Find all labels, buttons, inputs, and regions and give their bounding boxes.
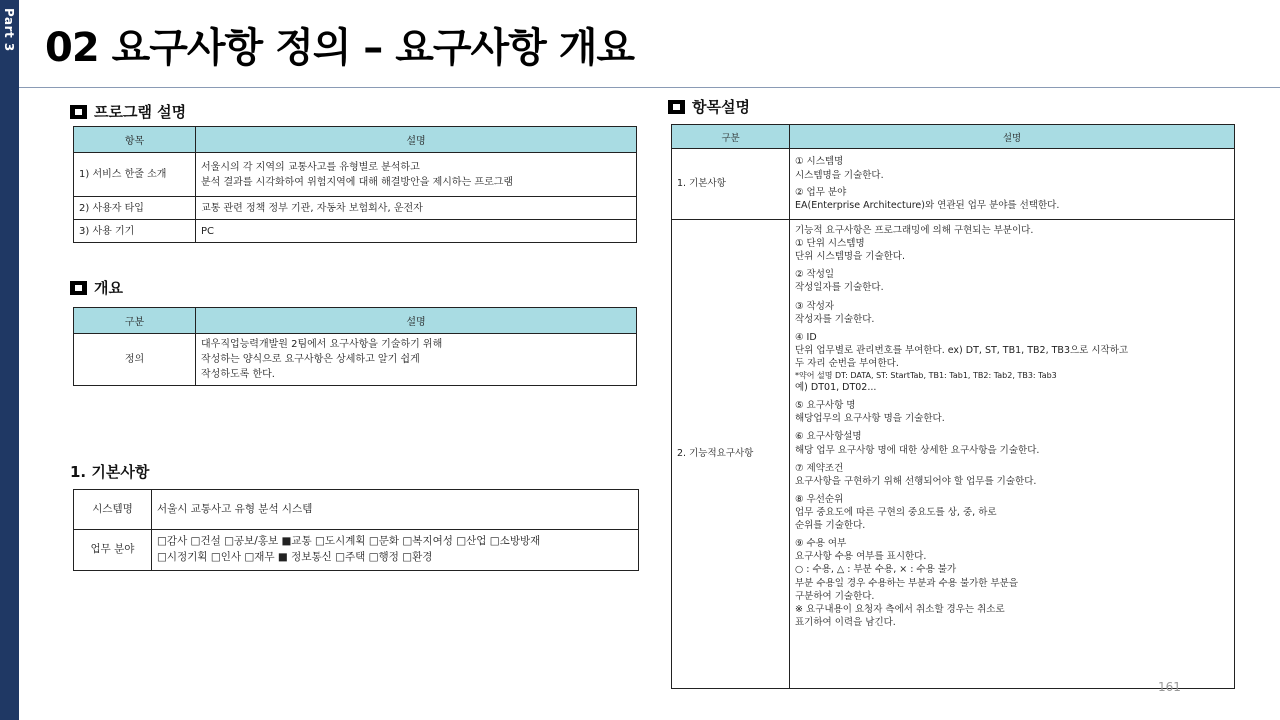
desc-line: 순위를 기술한다.	[795, 520, 866, 532]
item-cell: 1) 서비스 한줄 소개	[74, 153, 196, 197]
desc-line: ※ 요구내용이 요청자 측에서 취소할 경우는 취소로	[795, 603, 1005, 615]
desc-line: ⑦ 제약조건	[795, 462, 844, 474]
header-cell: 설명	[790, 125, 1235, 149]
table-row	[74, 530, 639, 571]
desc-line: ① 시스템명	[795, 155, 844, 167]
table-row	[74, 490, 639, 530]
desc-line: ② 업무 분야	[795, 186, 847, 198]
desc-cell: 교통 관련 정책 정부 기관, 자동차 보험회사, 운전자	[196, 197, 637, 220]
field-options-line: □감사 □건설 □공보/홍보 ■교통 □도시계획 □문화 □복지여성 □산업 □소방방재	[157, 535, 541, 548]
basic-table	[73, 489, 639, 571]
desc-line: 해당 업무 요구사항 명에 대한 상세한 요구사항을 기술한다.	[795, 444, 1040, 456]
table-row	[74, 334, 637, 386]
desc-line: ④ ID	[795, 331, 817, 343]
desc-line: 예) DT01, DT02...	[795, 382, 877, 394]
desc-line: ② 작성일	[795, 269, 835, 281]
header-cell: 구분	[74, 308, 196, 334]
item-cell: 정의	[74, 334, 196, 386]
desc-line: 분석 결과를 시각화하여 위험지역에 대해 해결방안을 제시하는 프로그램	[201, 176, 514, 188]
table-row	[74, 220, 637, 243]
table-header-row	[74, 127, 637, 153]
desc-line: 시스템명을 기술한다.	[795, 169, 884, 181]
desc-line: 작성하는 양식으로 요구사항은 상세하고 알기 쉽게	[201, 354, 420, 365]
desc-line: 구분하여 기술한다.	[795, 590, 875, 602]
desc-line: 요구사항 수용 여부를 표시한다.	[795, 551, 927, 563]
header-cell: 설명	[196, 127, 637, 153]
desc-cell	[196, 334, 637, 386]
overview-table	[73, 307, 637, 386]
items-section-heading	[668, 96, 750, 117]
desc-line: EA(Enterprise Architecture)와 연관된 업무 분야를 선택한다.	[795, 200, 1060, 212]
title-divider	[19, 87, 1280, 88]
desc-line: ⑥ 요구사항설명	[795, 431, 862, 443]
table-row	[672, 220, 1235, 689]
item-cell: 2. 기능적요구사항	[672, 220, 790, 689]
desc-line: 표기하여 이력을 남긴다.	[795, 616, 896, 628]
items-table	[671, 124, 1235, 689]
desc-line: 작성일자를 기술한다.	[795, 282, 884, 294]
header-cell: 설명	[196, 308, 637, 334]
overview-section-heading	[70, 277, 123, 298]
field-label-cell: 업무 분야	[74, 530, 152, 571]
table-header-row	[672, 125, 1235, 149]
desc-line: 두 자리 순번을 부여한다.	[795, 357, 899, 369]
desc-line: 기능적 요구사항은 프로그래밍에 의해 구현되는 부분이다.	[795, 225, 1034, 236]
desc-line: 단위 업무별로 관리번호를 부여한다. ex) DT, ST, TB1, TB2, TB3으로 시작하고	[795, 344, 1129, 356]
part-label: Part 3	[2, 8, 16, 52]
desc-line: 작성자를 기술한다.	[795, 313, 875, 325]
field-value-cell	[152, 530, 639, 571]
system-label-cell: 시스템명	[74, 490, 152, 530]
square-bullet-icon	[668, 100, 685, 114]
desc-line: 해당업무의 요구사항 명을 기술한다.	[795, 413, 945, 425]
desc-line: 작성하도록 한다.	[201, 369, 275, 380]
table-row	[74, 153, 637, 197]
page-title: 02 요구사항 정의 – 요구사항 개요	[45, 25, 634, 71]
table-header-row	[74, 308, 637, 334]
desc-cell: PC	[196, 220, 637, 243]
square-bullet-icon	[70, 105, 87, 119]
program-section-heading	[70, 101, 186, 122]
desc-cell	[790, 149, 1235, 220]
part-sidebar	[0, 0, 19, 720]
desc-line: *약어 설명 DT: DATA, ST: StartTab, TB1: Tab1, TB2: Tab2, TB3: Tab3	[795, 371, 1057, 381]
basic-section-heading: 1. 기본사항	[70, 463, 150, 481]
program-section-title: 프로그램 설명	[94, 103, 187, 121]
desc-line: 대우직업능력개발원 2팀에서 요구사항을 기술하기 위해	[201, 339, 443, 350]
desc-line: ⑧ 우선순위	[795, 493, 844, 505]
field-options-line: □시정기획 □인사 □재무 ■ 정보통신 □주택 □행정 □환경	[157, 551, 433, 563]
item-cell: 1. 기본사항	[672, 149, 790, 220]
desc-cell	[196, 153, 637, 197]
program-table	[73, 126, 637, 243]
desc-line: 서울시의 각 지역의 교통사고를 유형별로 분석하고	[201, 161, 420, 173]
item-cell: 3) 사용 기기	[74, 220, 196, 243]
items-section-title: 항목설명	[692, 98, 750, 116]
header-cell: 구분	[672, 125, 790, 149]
table-row	[74, 197, 637, 220]
system-value-cell: 서울시 교통사고 유형 분석 시스템	[152, 490, 639, 530]
desc-line: ⑤ 요구사항 명	[795, 400, 856, 412]
desc-line: ⑨ 수용 여부	[795, 538, 847, 550]
desc-line: ③ 작성자	[795, 300, 835, 312]
desc-line: 부분 수용일 경우 수용하는 부분과 수용 불가한 부분을	[795, 577, 1019, 589]
desc-line: ○ : 수용, △ : 부분 수용, × : 수용 불가	[795, 564, 957, 576]
item-cell: 2) 사용자 타입	[74, 197, 196, 220]
desc-line: 요구사항을 구현하기 위해 선행되어야 할 업무를 기술한다.	[795, 475, 1037, 487]
page-number: 161	[1158, 680, 1181, 694]
header-cell: 항목	[74, 127, 196, 153]
square-bullet-icon	[70, 281, 87, 295]
desc-line: 단위 시스템명을 기술한다.	[795, 251, 906, 263]
table-row	[672, 149, 1235, 220]
overview-section-title: 개요	[94, 279, 123, 297]
desc-line: ① 단위 시스템명	[795, 238, 865, 250]
desc-line: 업무 중요도에 따른 구현의 중요도를 상, 중, 하로	[795, 507, 997, 518]
desc-cell	[790, 220, 1235, 689]
